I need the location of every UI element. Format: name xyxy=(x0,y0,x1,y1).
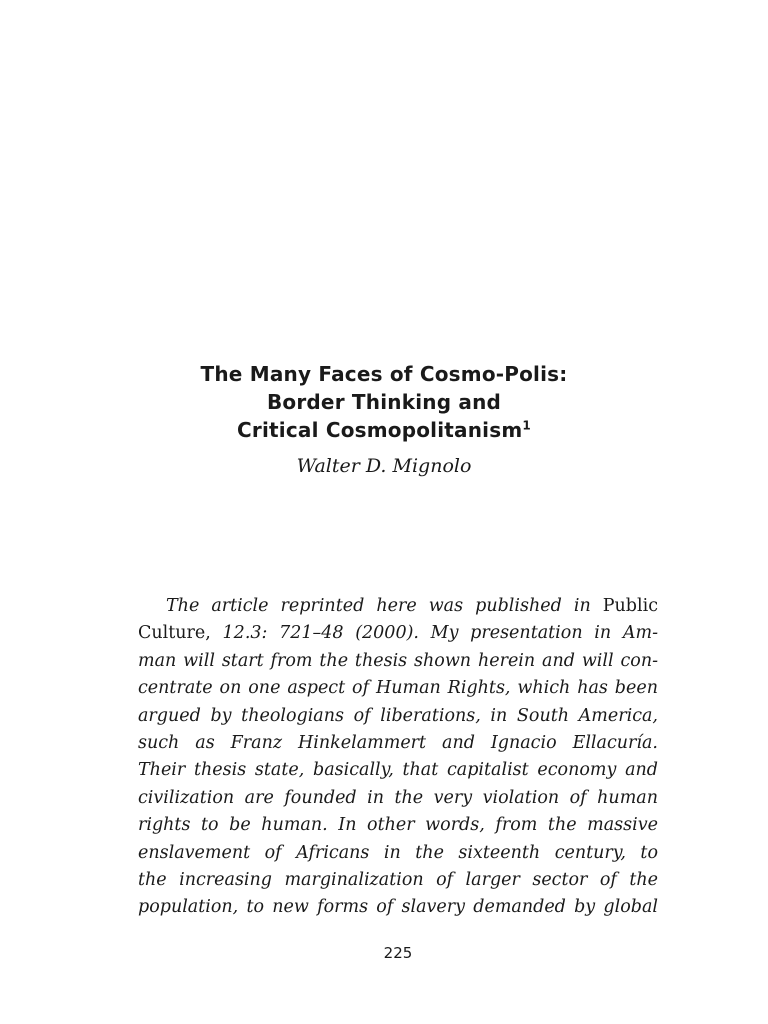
body-line: such as Franz Hinkelammert and Ignacio Ellacuría. xyxy=(138,732,658,753)
title-line-3 xyxy=(0,416,768,444)
footnote-marker[interactable]: 1 xyxy=(522,418,531,433)
body-line: rights to be human. In other words, from the massive xyxy=(138,815,658,836)
author-name: Walter D. Mignolo xyxy=(296,455,472,477)
body-paragraph xyxy=(138,593,658,922)
body-line: argued by theologians of liberations, in South America, xyxy=(138,705,658,726)
body-line: population, to new forms of slavery demanded by global xyxy=(138,897,658,918)
title-line-3-text: Critical Cosmopolitanism xyxy=(237,418,523,442)
title-line-1: The Many Faces of Cosmo-Polis: xyxy=(200,362,568,386)
body-line: enslavement of Africans in the sixteenth century, to xyxy=(138,842,658,863)
body-line xyxy=(138,620,658,647)
journal-title-part-1: Public xyxy=(602,596,658,616)
journal-title-part-2: Culture, xyxy=(138,623,223,644)
body-line-2-italic: 12.3: 721–48 (2000). My presentation in Am- xyxy=(222,623,658,644)
body-line xyxy=(138,593,658,620)
body-line: centrate on one aspect of Human Rights, which has been xyxy=(138,678,658,699)
body-line: the increasing marginalization of larger sector of the xyxy=(138,869,658,890)
body-line-1-italic: The article reprinted here was published in xyxy=(166,596,603,616)
article-title xyxy=(0,360,768,444)
body-line: Their thesis state, basically, that capitalist economy and xyxy=(138,760,658,781)
body-line: man will start from the thesis shown herein and will con- xyxy=(138,650,658,671)
page-number: 225 xyxy=(383,944,413,962)
title-line-2: Border Thinking and xyxy=(266,390,502,414)
body-line: civilization are founded in the very violation of human xyxy=(138,787,658,808)
